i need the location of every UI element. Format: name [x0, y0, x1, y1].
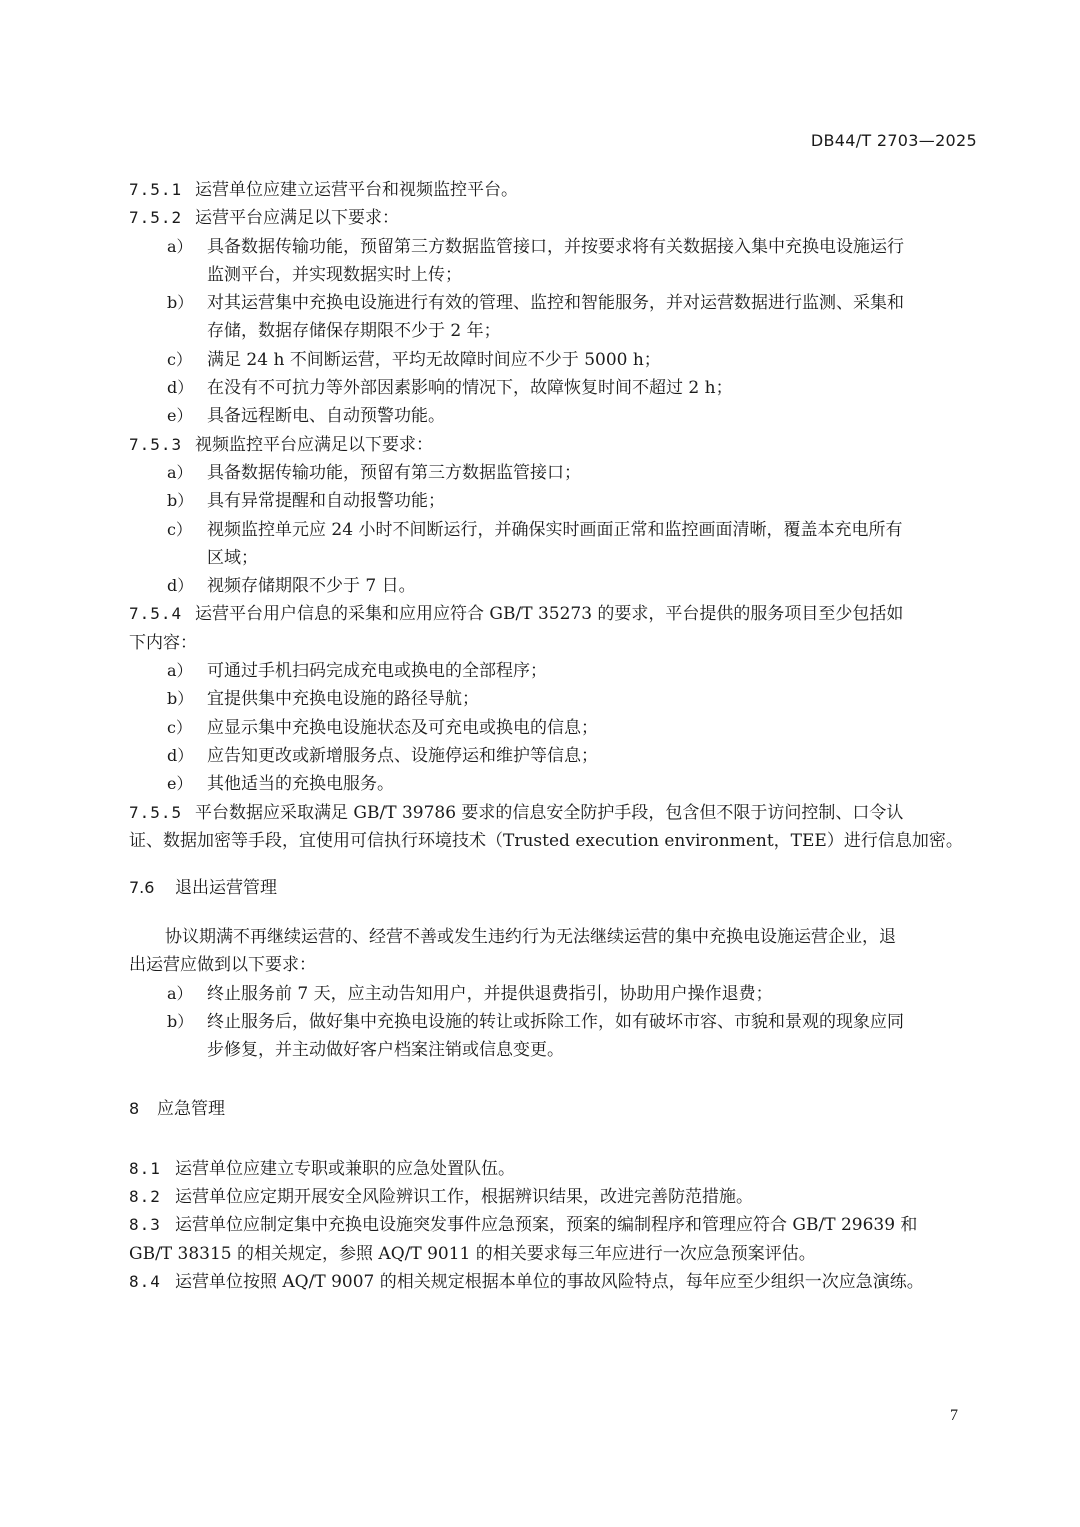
clause-number: 7.5.3	[129, 434, 183, 454]
list-text: 可通过手机扫码完成充电或换电的全部程序；	[207, 661, 547, 682]
list-item	[129, 657, 979, 685]
list-label: b）	[167, 293, 194, 313]
clause-text: 视频监控平台应满足以下要求：	[195, 434, 433, 455]
list-text: 具备远程断电、自动预警功能。	[207, 406, 445, 427]
list-label: c）	[167, 717, 192, 737]
clause-number: 7.5.1	[129, 180, 183, 199]
list-item	[129, 459, 979, 487]
section-heading-8	[129, 1096, 979, 1122]
page-number: 7	[950, 1407, 958, 1424]
clause-text: 运营平台应满足以下要求：	[195, 208, 399, 229]
section-heading-7-6	[129, 875, 979, 901]
clause-number: 8.2	[129, 1186, 161, 1206]
clause-text: 运营平台用户信息的采集和应用应符合 GB/T 35273 的要求，平台提供的服务项目至少包括如	[195, 604, 904, 625]
clause-number: 7.5.5	[129, 802, 183, 822]
list-text: 其他适当的充换电服务。	[207, 774, 394, 795]
list-item	[129, 572, 979, 600]
section-number: 8	[129, 1098, 140, 1118]
list-label: a）	[167, 661, 193, 681]
list-label: b）	[167, 689, 194, 709]
clause-7-5-3	[129, 431, 979, 459]
list-text: 宜提供集中充换电设施的路径导航；	[207, 689, 479, 710]
list-label: d）	[167, 378, 194, 398]
clause-number: 8.1	[129, 1158, 161, 1178]
clause-text-continuation: GB/T 38315 的相关规定，参照 AQ/T 9011 的相关要求每三年应进行一次应急预案评估。	[129, 1243, 816, 1264]
list-text: 对其运营集中充换电设施进行有效的管理、监控和智能服务，并对运营数据进行监测、采集和	[207, 293, 904, 314]
clause-text: 运营单位应建立运营平台和视频监控平台。	[195, 180, 518, 200]
clause-text-continuation: 证、数据加密等手段，宜使用可信执行环境技术（Trusted execution environment，TEE）进行信息加密。	[129, 830, 963, 851]
list-text: 终止服务前 7 天，应主动告知用户，并提供退费指引，协助用户操作退费；	[207, 983, 773, 1004]
list-text: 在没有不可抗力等外部因素影响的情况下，故障恢复时间不超过 2 h；	[207, 378, 733, 399]
paragraph-text: 协议期满不再继续运营的、经营不善或发生违约行为无法继续运营的集中充换电设施运营企业，退	[165, 927, 896, 948]
section-title: 应急管理	[157, 1098, 225, 1119]
clause-8-2	[129, 1183, 979, 1211]
list-label: b）	[167, 491, 194, 511]
clause-7-5-5	[129, 799, 979, 827]
clause-text: 运营单位应建立专职或兼职的应急处置队伍。	[175, 1158, 515, 1179]
clause-7-5-4	[129, 600, 979, 628]
clause-text: 平台数据应采取满足 GB/T 39786 要求的信息安全防护手段，包含但不限于访问控制、口令认	[195, 802, 904, 823]
clause-number: 7.5.2	[129, 208, 183, 228]
clause-8-4	[129, 1268, 979, 1296]
clause-7-5-2	[129, 204, 979, 232]
list-label: c）	[167, 519, 192, 539]
clause-text: 运营单位应制定集中充换电设施突发事件应急预案，预案的编制程序和管理应符合 GB/T 29639 和	[175, 1215, 918, 1236]
list-text: 应显示集中充换电设施状态及可充电或换电的信息；	[207, 717, 598, 738]
list-item	[129, 742, 979, 770]
list-item	[129, 1008, 979, 1036]
list-text: 具备数据传输功能，预留有第三方数据监管接口；	[207, 462, 581, 483]
list-label: c）	[167, 349, 192, 369]
list-text: 满足 24 h 不间断运营，平均无故障时间应不少于 5000 h；	[207, 349, 661, 370]
list-item	[129, 374, 979, 402]
section-number: 7.6	[129, 878, 155, 898]
document-id-header: DB44/T 2703—2025	[810, 131, 977, 150]
clause-text: 运营单位按照 AQ/T 9007 的相关规定根据本单位的事故风险特点，每年应至少组织一次应急演练。	[175, 1271, 924, 1292]
list-item-continuation: 步修复，并主动做好客户档案注销或信息变更。	[207, 1040, 564, 1061]
list-item-continuation: 存储，数据存储保存期限不少于 2 年；	[207, 321, 501, 342]
list-text: 终止服务后，做好集中充换电设施的转让或拆除工作，如有破坏市容、市貌和景观的现象应同	[207, 1012, 904, 1033]
clause-8-3	[129, 1211, 979, 1239]
list-item	[129, 770, 979, 798]
list-item	[129, 980, 979, 1008]
list-item	[129, 714, 979, 742]
list-label: e）	[167, 774, 193, 794]
clause-number: 8.3	[129, 1215, 161, 1235]
list-label: b）	[167, 1012, 194, 1032]
list-label: a）	[167, 983, 193, 1003]
list-text: 具备数据传输功能，预留第三方数据监管接口，并按要求将有关数据接入集中充换电设施运行	[207, 236, 904, 257]
list-text: 视频监控单元应 24 小时不间断运行，并确保实时画面正常和监控画面清晰，覆盖本充电所有	[207, 519, 903, 540]
list-item-continuation: 区域；	[207, 547, 258, 568]
list-text: 应告知更改或新增服务点、设施停运和维护等信息；	[207, 745, 598, 766]
list-text: 视频存储期限不少于 7 日。	[207, 576, 416, 597]
list-label: d）	[167, 745, 194, 765]
list-label: a）	[167, 462, 193, 482]
clause-text: 运营单位应定期开展安全风险辨识工作，根据辨识结果，改进完善防范措施。	[175, 1186, 753, 1207]
list-label: e）	[167, 406, 193, 426]
clause-number: 8.4	[129, 1271, 161, 1291]
list-item	[129, 402, 979, 430]
list-item-continuation: 监测平台，并实现数据实时上传；	[207, 264, 462, 285]
list-item	[129, 346, 979, 374]
list-item	[129, 516, 979, 544]
list-item	[129, 487, 979, 515]
list-text: 具有异常提醒和自动报警功能；	[207, 491, 445, 512]
list-label: a）	[167, 236, 193, 256]
paragraph-text-continuation: 出运营应做到以下要求：	[129, 955, 316, 976]
document-body	[129, 176, 979, 1296]
clause-8-1	[129, 1155, 979, 1183]
list-item	[129, 289, 979, 317]
clause-text-continuation: 下内容：	[129, 632, 197, 653]
list-label: d）	[167, 576, 194, 596]
clause-number: 7.5.4	[129, 604, 183, 624]
list-item	[129, 233, 979, 261]
clause-7-5-1	[129, 176, 979, 204]
list-item	[129, 685, 979, 713]
section-title: 退出运营管理	[175, 878, 277, 899]
